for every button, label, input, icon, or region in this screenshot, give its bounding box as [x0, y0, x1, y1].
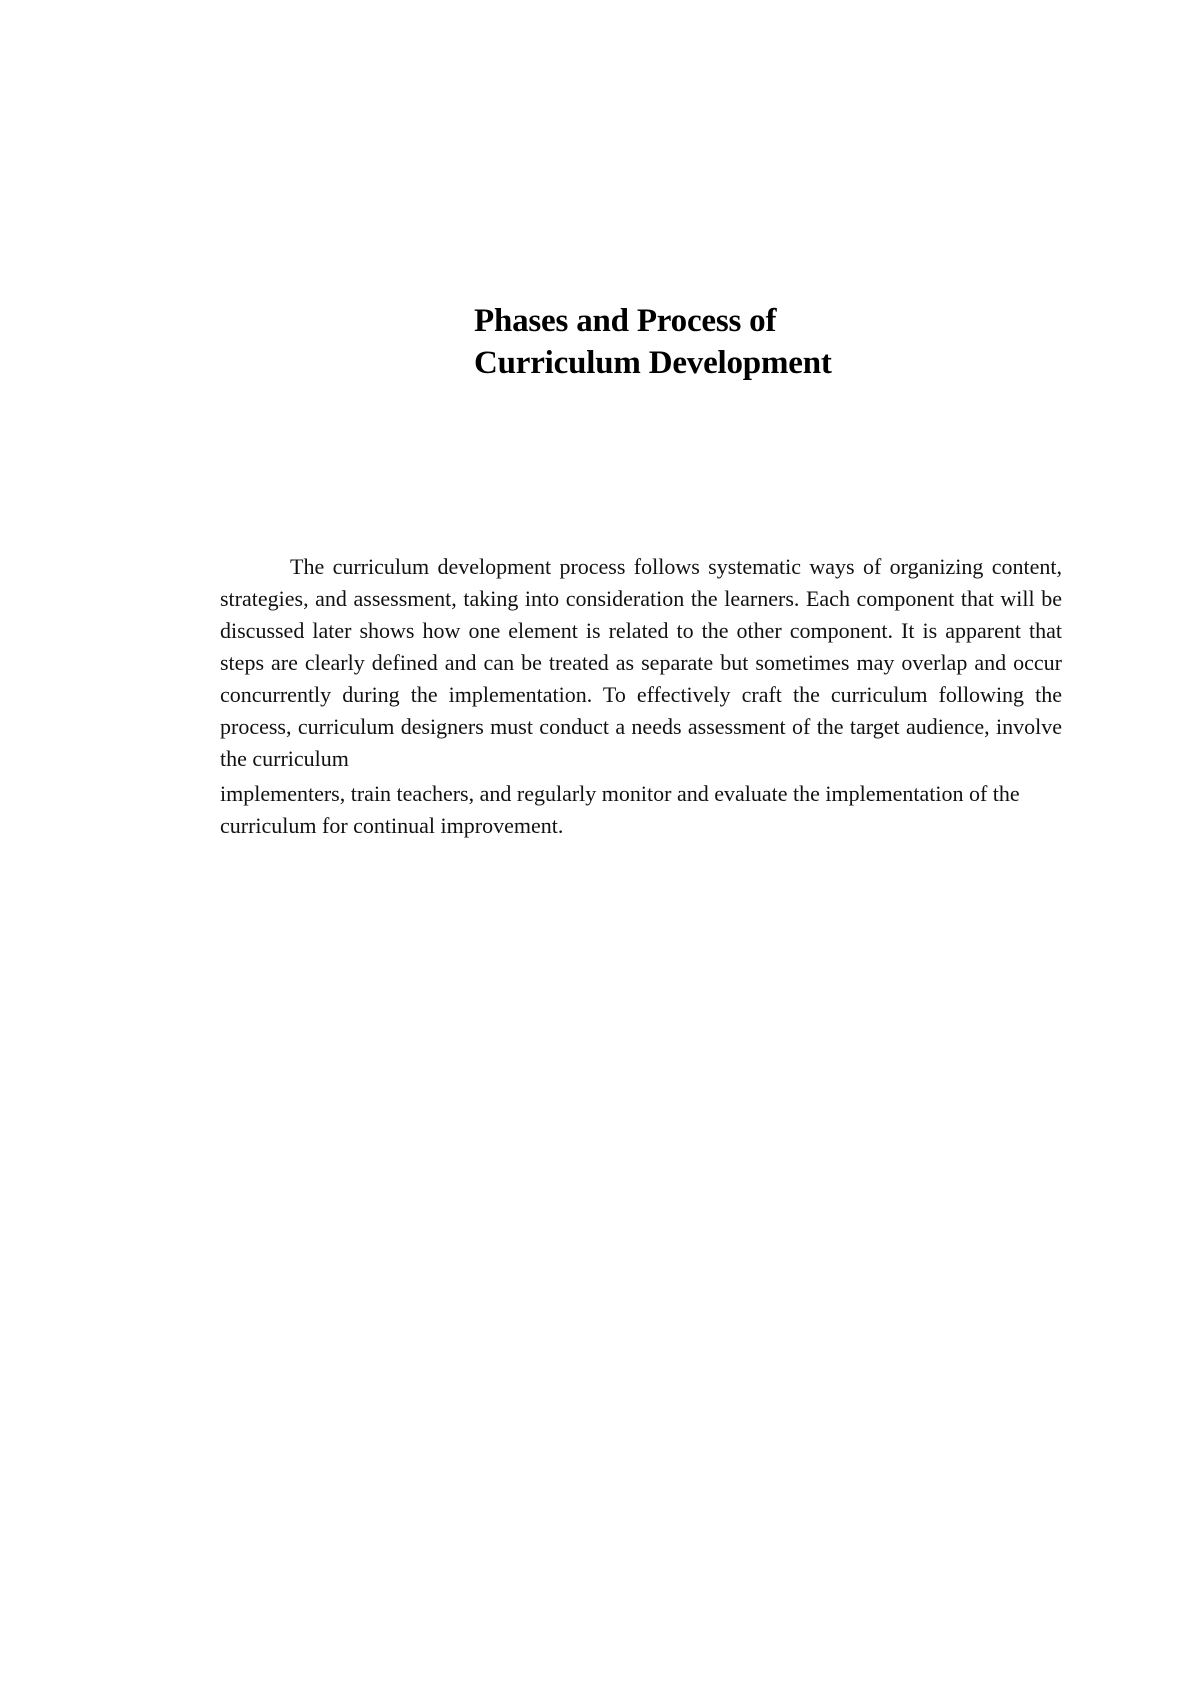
- title-line-1: Phases and Process of: [474, 303, 777, 339]
- body-text: [220, 551, 1062, 842]
- page-title: [474, 300, 1034, 384]
- body-paragraph-continued: implementers, train teachers, and regularly monitor and evaluate the implementation of the curriculum for continual improvement.: [220, 781, 1020, 838]
- body-paragraph: The curriculum development process follows systematic ways of organizing content, strategies, and assessment, taking into consideration the learners. Each component that will be discussed later shows how one element is related to the other component. It is apparent that steps are clearly defined and can be treated as separate but sometimes may overlap and occur concurrently during the implementation. To effectively craft the curriculum following the process, curriculum designers must conduct a needs assessment of the target audience, involve the curriculum: [220, 554, 1062, 771]
- title-line-2: Curriculum Development: [474, 345, 832, 381]
